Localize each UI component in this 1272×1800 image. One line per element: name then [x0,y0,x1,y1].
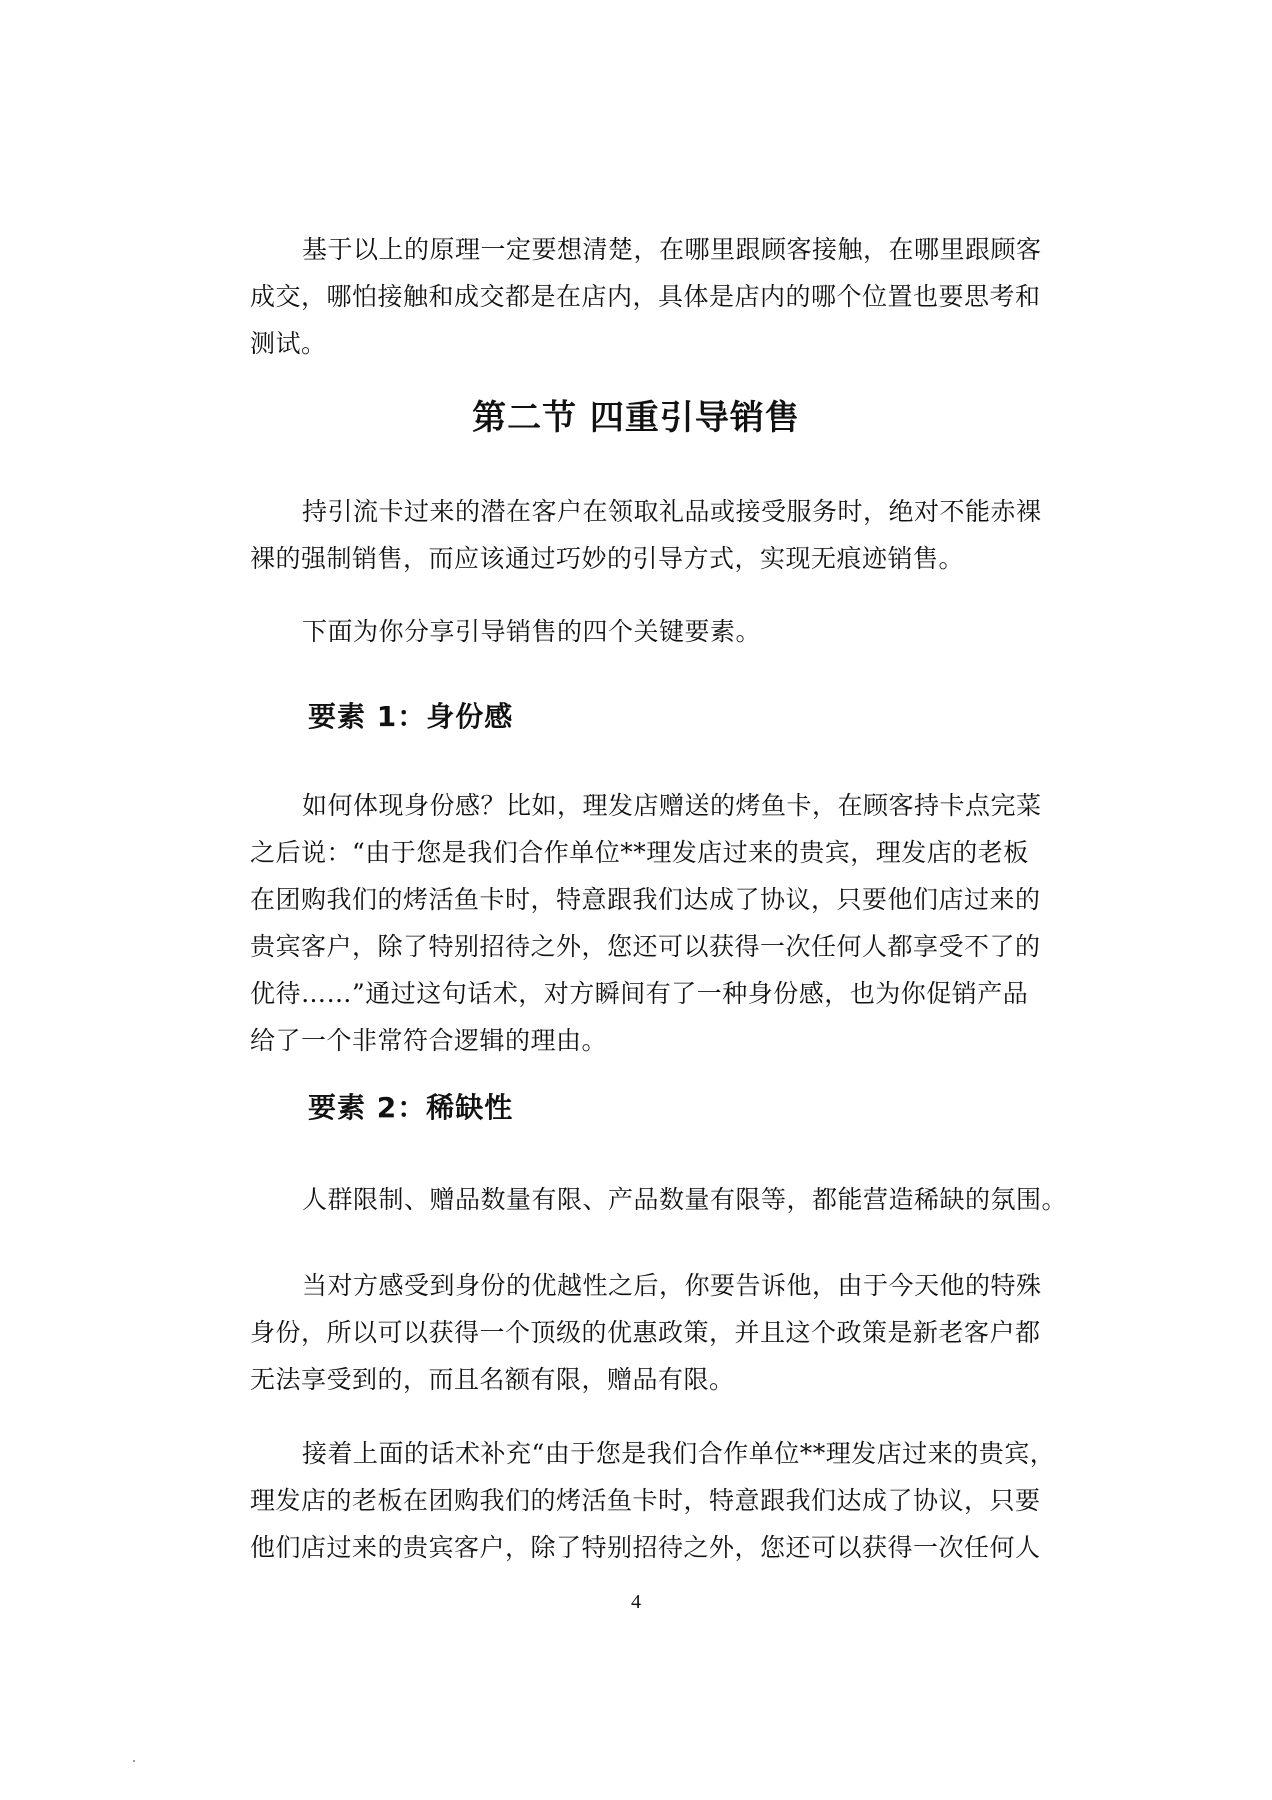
factor2-body2-line-3: 无法享受到的，而且名额有限，赠品有限。 [250,1365,735,1394]
intro-line-2: 成交，哪怕接触和成交都是在店内，具体是店内的哪个位置也要思考和 [250,282,1041,311]
share-paragraph [250,608,1030,655]
intro-line-3: 测试。 [250,329,327,358]
section-title: 第二节 四重引导销售 [472,398,800,438]
section-intro-line-1: 持引流卡过来的潜在客户在领取礼品或接受服务时，绝对不能赤裸 [302,497,1042,526]
factor1-body-paragraph [250,782,1042,1064]
scan-speck [133,1760,135,1762]
factor2-body1-line-1: 人群限制、赠品数量有限、产品数量有限等，都能营造稀缺的氛围。 [302,1185,1068,1214]
factor2-body2-line-2: 身份，所以可以获得一个顶级的优惠政策，并且这个政策是新老客户都 [250,1318,1041,1347]
factor2-body3-line-1: 接着上面的话术补充“由于您是我们合作单位**理发店过来的贵宾， [302,1439,1056,1468]
factor1-line-5: 优待……”通过这句话术，对方瞬间有了一种身份感，也为你促销产品 [250,979,1029,1008]
section-intro-paragraph [250,488,1042,582]
factor2-body2-line-1: 当对方感受到身份的优越性之后，你要告诉他，由于今天他的特殊 [302,1271,1042,1300]
intro-line-1: 基于以上的原理一定要想清楚，在哪里跟顾客接触，在哪里跟顾客 [302,235,1042,264]
factor1-line-6: 给了一个非常符合逻辑的理由。 [250,1026,608,1055]
factor2-body3-line-3: 他们店过来的贵宾客户，除了特别招待之外，您还可以获得一次任何人 [250,1533,1041,1562]
section-intro-line-2: 裸的强制销售，而应该通过巧妙的引导方式，实现无痕迹销售。 [250,544,965,573]
factor2-body2-paragraph [250,1262,1042,1403]
factor2-body1-paragraph [250,1176,1068,1223]
factor2-body3-paragraph [250,1430,1056,1571]
factor1-heading: 要素 1：身份感 [308,700,514,733]
factor1-line-4: 贵宾客户，除了特别招待之外，您还可以获得一次任何人都享受不了的 [250,932,1041,961]
page-number: 4 [631,1591,641,1613]
share-line-1: 下面为你分享引导销售的四个关键要素。 [302,617,762,646]
factor1-line-3: 在团购我们的烤活鱼卡时，特意跟我们达成了协议，只要他们店过来的 [250,885,1041,914]
factor2-body3-line-2: 理发店的老板在团购我们的烤活鱼卡时，特意跟我们达成了协议，只要 [250,1486,1041,1515]
intro-paragraph [250,226,1042,367]
factor1-line-2: 之后说：“由于您是我们合作单位**理发店过来的贵宾，理发店的老板 [250,838,1029,867]
factor2-heading: 要素 2：稀缺性 [308,1091,514,1124]
factor1-line-1: 如何体现身份感？比如，理发店赠送的烤鱼卡，在顾客持卡点完菜 [302,791,1042,820]
